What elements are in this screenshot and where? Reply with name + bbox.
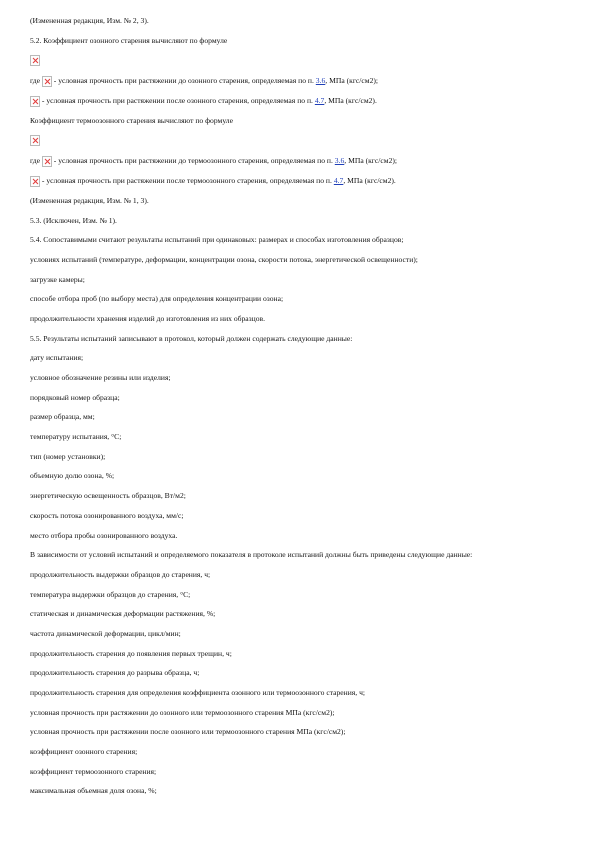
- definition-text: - условная прочность при растяжении после термоозонного старения, определяемая по п.: [41, 176, 332, 186]
- list-item: максимальная объемная доля озона, %;: [30, 786, 157, 796]
- list-item: место отбора пробы озонированного воздуха.: [30, 530, 178, 540]
- list-item: продолжительность старения для определения коэффициента озонного или термоозонного старения, ч;: [30, 688, 366, 697]
- definition-units: , МПа (кгс/см2);: [325, 76, 379, 86]
- document-body: [30, 15, 575, 805]
- list-item: коэффициент озонного старения;: [30, 747, 138, 757]
- section-5-2-heading: 5.2. Коэффициент озонного старения вычисляют по формуле: [30, 35, 228, 45]
- amendment-note: (Измененная редакция, Изм. № 2, 3).: [30, 16, 149, 25]
- list-item: продолжительность выдержки образцов до старения, ч;: [30, 569, 211, 579]
- broken-image-icon: [30, 96, 40, 107]
- paragraph-line: В зависимости от условий испытаний и определяемого показателя в протоколе испытаний должны быть приведены следующие данные:: [30, 550, 473, 560]
- broken-image-icon: [30, 55, 40, 66]
- paragraph-line: Коэффициент термоозонного старения вычисляют по формуле: [30, 115, 233, 125]
- list-item: статическая и динамическая деформации растяжения, %;: [30, 609, 216, 619]
- list-item: температура выдержки образцов до старения, °С;: [30, 589, 191, 599]
- clause-link[interactable]: 4.7: [333, 176, 344, 186]
- broken-image-icon: [30, 135, 40, 146]
- list-item: частота динамической деформации, цикл/мин;: [30, 628, 181, 638]
- list-item: условное обозначение резины или изделия;: [30, 373, 171, 382]
- paragraph-line: условиях испытаний (температуре, деформации, концентрации озона, скорости потока, энергетической освещенности);: [30, 254, 418, 264]
- amendment-note: (Измененная редакция, Изм. № 1, 3).: [30, 195, 149, 205]
- definition-units: , МПа (кгс/см2);: [344, 156, 398, 166]
- where-label: где: [30, 156, 40, 166]
- broken-image-icon: [42, 156, 52, 167]
- list-item: скорость потока озонированного воздуха, мм/с;: [30, 510, 184, 520]
- list-item: коэффициент термоозонного старения;: [30, 766, 157, 776]
- section-5-3: 5.3. (Исключен, Изм. № 1).: [30, 215, 117, 225]
- clause-link[interactable]: 3.6: [315, 76, 326, 86]
- definition-units: , МПа (кгс/см2).: [324, 96, 377, 106]
- list-item: продолжительность старения до появления первых трещин, ч;: [30, 648, 232, 658]
- paragraph-line: продолжительности хранения изделий до изготовления из них образцов.: [30, 313, 266, 323]
- definition-line: [30, 75, 575, 95]
- section-5-5: 5.5. Результаты испытаний записывают в протокол, который должен содержать следующие данные:: [30, 333, 353, 343]
- list-item: дату испытания;: [30, 353, 84, 363]
- paragraph-line: способе отбора проб (по выбору места) для определения концентрации озона;: [30, 294, 284, 304]
- list-item: продолжительность старения до разрыва образца, ч;: [30, 668, 200, 678]
- formula-image-line: [30, 54, 575, 75]
- definition-line: [30, 155, 575, 175]
- broken-image-icon: [30, 176, 40, 187]
- definition-text: - условная прочность при растяжении до термоозонного старения, определяемая по п.: [53, 156, 333, 166]
- definition-text: - условная прочность при растяжении до озонного старения, определяемая по п.: [53, 76, 314, 86]
- where-label: где: [30, 76, 40, 86]
- definition-text: - условная прочность при растяжении после озонного старения, определяемая по п.: [41, 96, 313, 106]
- list-item: размер образца, мм;: [30, 412, 95, 422]
- paragraph-line: загрузке камеры;: [30, 274, 85, 284]
- list-item: объемную долю озона, %;: [30, 471, 115, 481]
- broken-image-icon: [42, 76, 52, 87]
- clause-link[interactable]: 3.6: [334, 156, 345, 166]
- section-5-4: 5.4. Сопоставимыми считают результаты испытаний при одинаковых: размерах и способах изготовления образцов;: [30, 235, 404, 245]
- formula-image-line: [30, 134, 575, 155]
- definition-units: , МПа (кгс/см2).: [343, 176, 396, 186]
- list-item: энергетическую освещенность образцов, Вт/м2;: [30, 491, 186, 501]
- definition-line: [30, 95, 575, 115]
- list-item: условная прочность при растяжении до озонного или термоозонного старения МПа (кгс/см2);: [30, 707, 335, 717]
- list-item: условная прочность при растяжении после озонного или термоозонного старения МПа (кгс/см2);: [30, 727, 346, 737]
- list-item: тип (номер установки);: [30, 451, 106, 461]
- list-item: порядковый номер образца;: [30, 392, 120, 402]
- clause-link[interactable]: 4.7: [314, 96, 325, 106]
- list-item: температуру испытания, °С;: [30, 432, 122, 442]
- definition-line: [30, 175, 575, 195]
